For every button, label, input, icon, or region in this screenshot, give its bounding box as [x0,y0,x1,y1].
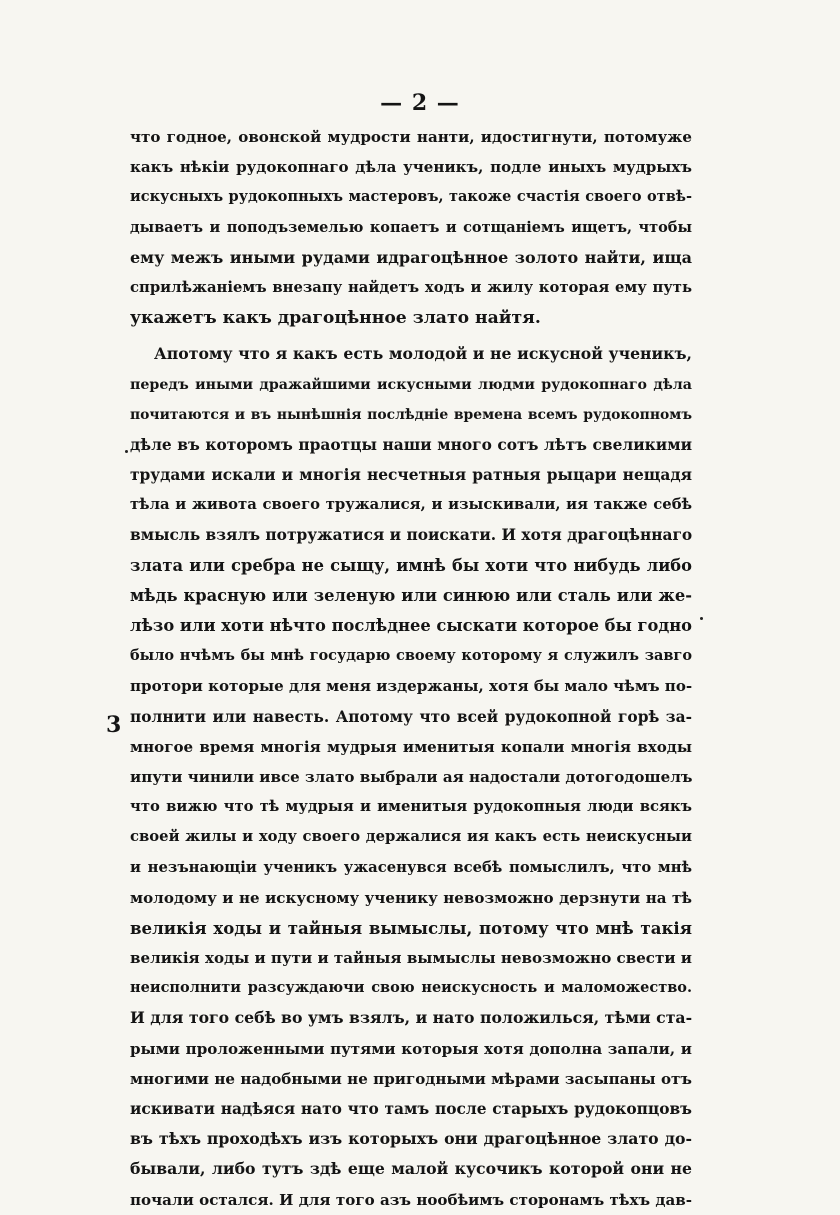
text-line: И для того себѣ во умъ взялъ, и нато положилься, тѣми ста- [130,1008,693,1028]
text-line: своей жилы и ходу своего держалися ия какъ есть неискусныи [130,828,692,846]
text-line: почали остался. И для того азъ нообѣимъ сторонамъ тѣхъ дав- [130,1190,692,1209]
body-text [130,122,692,1215]
ink-speck [700,617,703,620]
margin-note: 3 [106,712,122,738]
text-line: протори которые для меня издержаны, хотя бы мало чѣмъ по- [130,677,693,696]
text-line: бывали, либо тутъ здѣ еще малой кусочикъ которой они не [130,1159,692,1179]
text-line: лѣзо или хоти нѣчто послѣднее сыскати которое бы годно [130,616,692,635]
page-number: — 2 — [380,90,460,116]
text-line: дѣле въ которомъ праотцы наши много сотъ лѣтъ свеликими [130,435,692,454]
text-line: великія ходы и тайныя вымыслы, потому что мнѣ такія [130,917,692,938]
text-line: искусныхъ рудокопныхъ мастеровъ, такоже счастія своего отвѣ- [130,188,692,206]
text-line: многое время многія мудрыя именитыя копали многія входы [130,737,692,756]
text-line: какъ нѣкіи рудокопнаго дѣла ученикъ, подле иныхъ мудрыхъ [130,158,692,177]
text-line: молодому и не искусному ученику невозможно дерзнути на тѣ [130,888,692,907]
text-line: трудами искали и многія несчетныя ратныя рыцари нещадя [130,466,692,485]
text-line: искивати надѣяся нато что тамъ после старыхъ рудокопцовъ [130,1100,692,1118]
text-line: что вижю что тѣ мудрыя и именитыя рудокопныя люди всякъ [130,798,692,816]
text-line: рыми проложенными путями которыя хотя дополна запали, и [130,1039,692,1058]
text-line: вмысль взялъ потружатися и поискати. И хотя драгоцѣннаго [130,526,693,545]
text-line: дываетъ и поподъземелью копаетъ и сотщаніемъ ищетъ, чтобы [130,218,692,236]
text-line: мѣдь красную или зеленую или синюю или сталь или же- [130,585,692,605]
text-line: многими не надобными не пригодными мѣрами засыпаны отъ [130,1069,692,1088]
text-line: что годное, овонской мудрости нанти, идостигнути, потомуже [130,128,692,146]
text-line: тѣла и живота своего тружалися, и изыскивали, ия также себѣ [130,496,692,514]
paragraph-1 [130,122,692,333]
text-line: укажетъ какъ драгоцѣнное злато найтя. [130,308,541,329]
text-line: было нчѣмъ бы мнѣ государю своему которому я служилъ завго [130,647,692,665]
text-line: полнити или навесть. Апотому что всей рудокопной горѣ за- [130,707,692,726]
text-line: ипути чинили ивсе злато выбрали ая надостали дотогодошелъ [130,767,693,786]
text-line: и незънающіи ученикъ ужасенувся всебѣ помыслилъ, что мнѣ [130,858,692,876]
text-line: великія ходы и пути и тайныя вымыслы невозможно свести и [130,949,692,968]
text-line: Апотому что я какъ есть молодой и не искусной ученикъ, [154,344,692,364]
text-line: ему межъ иными рудами идрагоцѣнное золото найти, ища [130,247,692,267]
text-line: сприлѣжаніемъ внезапу найдетъ ходъ и жилу которая ему путь [130,278,692,296]
text-line: въ тѣхъ проходѣхъ изъ которыхъ они драгоцѣнное злато до- [130,1129,692,1149]
text-line: неисполнити разсуждаючи свою неискусность и маломожество. [130,979,692,997]
ink-speck [125,450,128,453]
text-line: почитаются и въ нынѣшнія послѣдніе времена всемъ рудокопномъ [130,406,692,423]
paragraph-2 [130,339,692,1214]
text-line: передъ иными дражайшими искусными людми рудокопнаго дѣла [130,376,692,393]
text-line: злата или сребра не сыщу, имнѣ бы хоти что нибудь либо [130,555,692,575]
